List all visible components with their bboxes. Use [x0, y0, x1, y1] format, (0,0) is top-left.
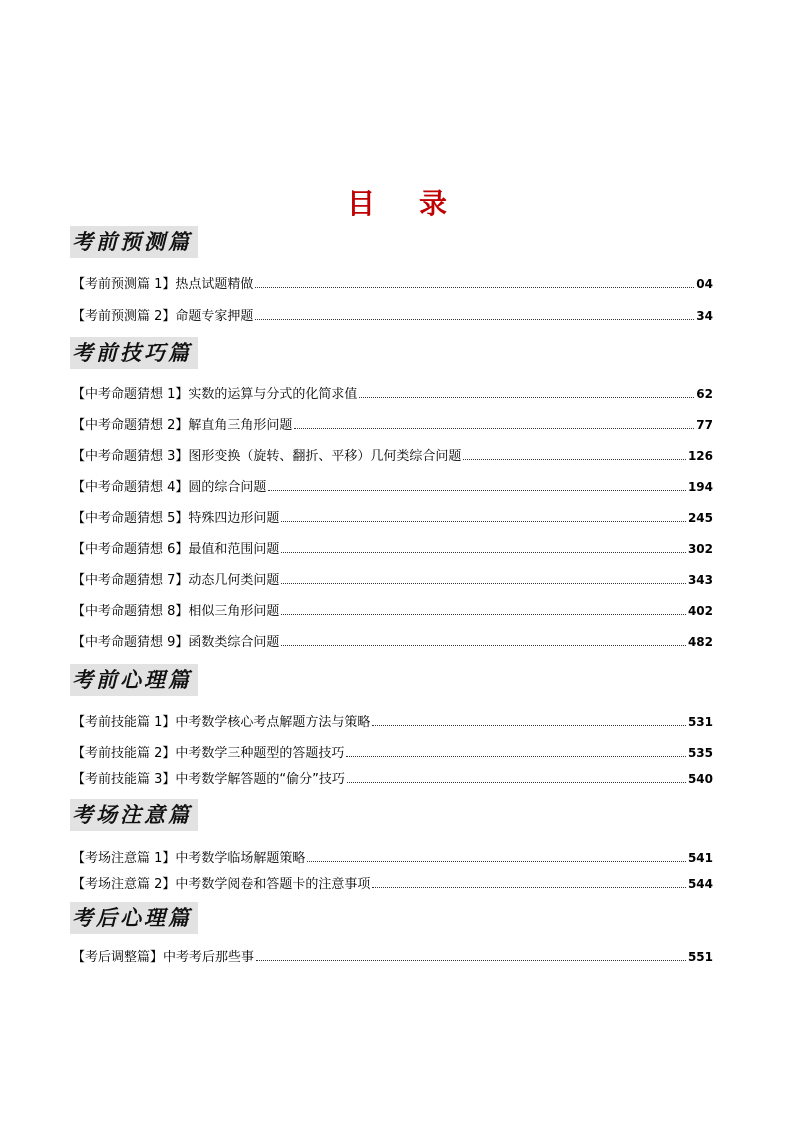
toc-entry-label: 【中考命题猜想 2】解直角三角形问题 [72, 418, 293, 433]
toc-entry[interactable] [72, 874, 713, 894]
toc-title: 目录 [346, 187, 491, 220]
toc-entry-label: 【中考命题猜想 7】动态几何类问题 [72, 573, 280, 588]
section-heading-mindset: 考前心理篇 [70, 664, 198, 696]
toc-entry-page: 343 [687, 573, 713, 587]
toc-entry[interactable] [72, 384, 713, 404]
dot-leader [372, 887, 686, 888]
toc-entry-page: 04 [696, 277, 713, 291]
dot-leader [294, 428, 694, 429]
section-heading-skills: 考前技巧篇 [70, 337, 198, 369]
toc-entry-page: 541 [687, 851, 713, 865]
toc-entry-page: 531 [687, 715, 713, 729]
dot-leader [281, 614, 686, 615]
toc-entry[interactable] [72, 712, 713, 732]
dot-leader [346, 756, 686, 757]
dot-leader [359, 397, 694, 398]
toc-entry[interactable] [72, 274, 713, 294]
dot-leader [281, 552, 686, 553]
toc-entry[interactable] [72, 743, 713, 763]
toc-entry-label: 【考前预测篇 2】命题专家押题 [72, 309, 254, 324]
dot-leader [307, 861, 686, 862]
dot-leader [347, 782, 686, 783]
dot-leader [281, 583, 686, 584]
toc-entry-label: 【考场注意篇 1】中考数学临场解题策略 [72, 851, 306, 866]
toc-entry-page: 126 [687, 449, 713, 463]
toc-entry-page: 302 [687, 542, 713, 556]
toc-entry-label: 【中考命题猜想 8】相似三角形问题 [72, 604, 280, 619]
toc-entry-label: 【中考命题猜想 5】特殊四边形问题 [72, 511, 280, 526]
toc-entry-page: 535 [687, 746, 713, 760]
toc-entry-label: 【考后调整篇】中考考后那些事 [72, 950, 255, 965]
toc-entry-label: 【考场注意篇 2】中考数学阅卷和答题卡的注意事项 [72, 877, 371, 892]
dot-leader [463, 459, 686, 460]
dot-leader [372, 725, 686, 726]
section-heading-predict: 考前预测篇 [70, 226, 198, 258]
dot-leader [281, 521, 686, 522]
toc-entry[interactable] [72, 947, 713, 967]
toc-entry-label: 【考前预测篇 1】热点试题精做 [72, 277, 254, 292]
dot-leader [255, 287, 694, 288]
toc-entry-label: 【考前技能篇 1】中考数学核心考点解题方法与策略 [72, 715, 371, 730]
dot-leader [268, 490, 686, 491]
toc-entry[interactable] [72, 632, 713, 652]
dot-leader [256, 960, 686, 961]
dot-leader [281, 645, 686, 646]
toc-entry-label: 【中考命题猜想 1】实数的运算与分式的化简求值 [72, 387, 358, 402]
toc-entry[interactable] [72, 601, 713, 621]
toc-entry-label: 【考前技能篇 2】中考数学三种题型的答题技巧 [72, 746, 345, 761]
toc-entry[interactable] [72, 306, 713, 326]
toc-entry[interactable] [72, 446, 713, 466]
toc-entry[interactable] [72, 848, 713, 868]
toc-entry-page: 551 [687, 950, 713, 964]
toc-entry-label: 【中考命题猜想 6】最值和范围问题 [72, 542, 280, 557]
dot-leader [255, 319, 694, 320]
toc-entry[interactable] [72, 508, 713, 528]
toc-entry[interactable] [72, 477, 713, 497]
toc-entry-page: 245 [687, 511, 713, 525]
toc-entry-page: 34 [696, 309, 713, 323]
toc-entry[interactable] [72, 415, 713, 435]
toc-entry-label: 【中考命题猜想 3】图形变换（旋转、翻折、平移）几何类综合问题 [72, 449, 462, 464]
toc-entry-page: 540 [687, 772, 713, 786]
toc-entry-label: 【中考命题猜想 4】圆的综合问题 [72, 480, 267, 495]
toc-entry-page: 194 [687, 480, 713, 494]
section-heading-after-exam: 考后心理篇 [70, 902, 198, 934]
toc-entry-label: 【中考命题猜想 9】函数类综合问题 [72, 635, 280, 650]
toc-entry-page: 77 [696, 418, 713, 432]
toc-entry-page: 402 [687, 604, 713, 618]
toc-entry[interactable] [72, 570, 713, 590]
section-heading-exam-hall: 考场注意篇 [70, 799, 198, 831]
toc-entry[interactable] [72, 539, 713, 559]
toc-entry[interactable] [72, 769, 713, 789]
toc-entry-page: 62 [696, 387, 713, 401]
toc-entry-page: 544 [687, 877, 713, 891]
toc-entry-label: 【考前技能篇 3】中考数学解答题的“偷分”技巧 [72, 772, 345, 787]
toc-entry-page: 482 [687, 635, 713, 649]
